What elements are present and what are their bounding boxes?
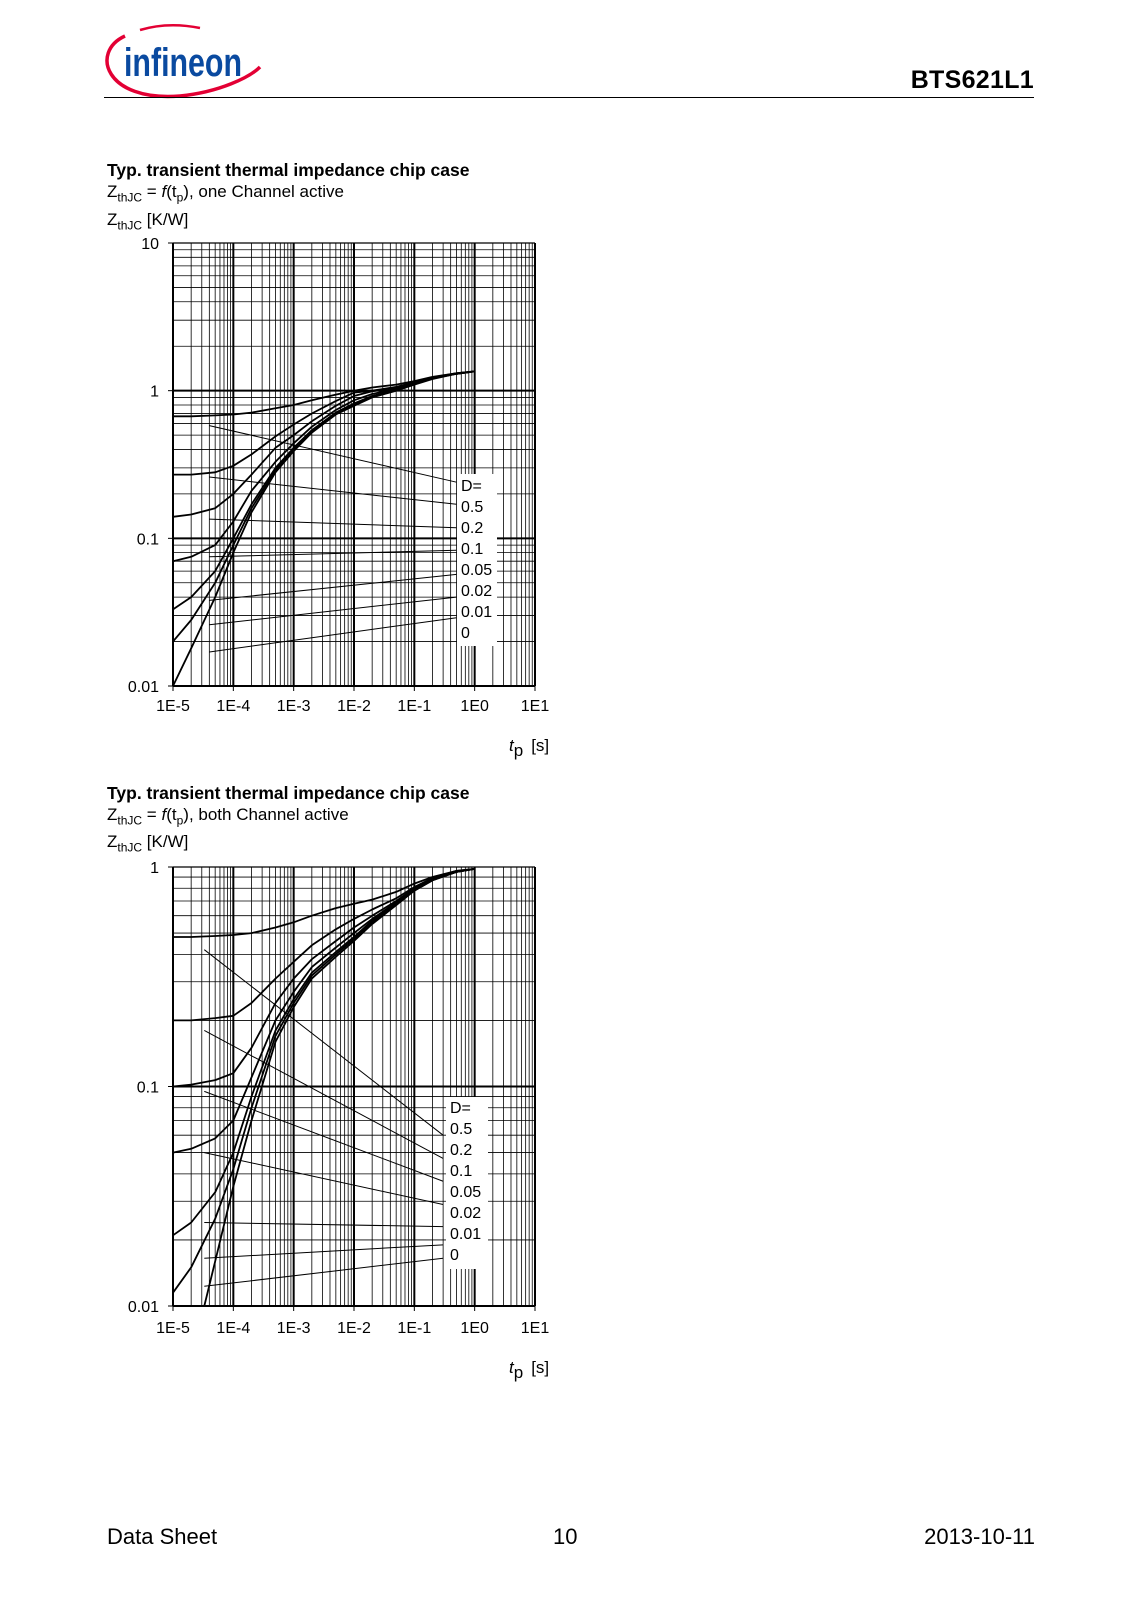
legend-label: 0.02 — [450, 1205, 482, 1222]
legend-label: 0 — [461, 625, 470, 642]
logo-text: infineon — [124, 41, 242, 85]
leader-line — [209, 574, 456, 600]
x-axis-label: tp [s] — [509, 736, 550, 760]
legend-label: 0.05 — [461, 562, 493, 579]
y-tick-label: 10 — [141, 236, 159, 253]
x-tick-label: 1E-2 — [337, 1320, 371, 1337]
x-tick-label: 1E-1 — [397, 698, 432, 715]
chart1-title: Typ. transient thermal impedance chip case — [107, 160, 470, 180]
leader-lines — [204, 950, 443, 1287]
header-divider — [104, 97, 1034, 98]
part-number: BTS621L1 — [910, 66, 1034, 94]
legend-title: D= — [461, 478, 482, 495]
chart1-plot — [100, 230, 580, 770]
leader-line — [209, 597, 456, 625]
series-line-D0.02 — [173, 869, 475, 1235]
infineon-logo — [100, 22, 265, 100]
legend-title: D= — [450, 1100, 471, 1117]
logo-swoosh-top — [140, 25, 200, 30]
leader-line — [209, 426, 456, 483]
x-tick-label: 1E-1 — [397, 1320, 432, 1337]
chart1-ylabel: $Z_{thJC}$ [K/W] — [107, 210, 189, 233]
leader-line — [204, 1258, 443, 1286]
x-tick-label: 1E-5 — [156, 698, 190, 715]
leader-line — [204, 950, 443, 1135]
chart2-plot — [100, 853, 580, 1393]
legend-label: 0.02 — [461, 583, 493, 600]
leader-line — [204, 1223, 443, 1227]
chart1-subtitle: $Z_{thJC} = f(t_p)$, one Channel active — [107, 182, 344, 205]
leader-line — [204, 1245, 443, 1258]
x-axis-label: tp [s] — [509, 1358, 550, 1382]
x-tick-label: 1E-3 — [276, 698, 311, 715]
y-tick-label: 0.01 — [127, 679, 159, 696]
y-tick-label: 1 — [150, 383, 159, 401]
chart2-subtitle: $Z_{thJC} = f(t_p)$, both Channel active — [107, 805, 349, 828]
x-tick-label: 1E-4 — [216, 698, 251, 715]
y-tick-label: 0.1 — [136, 531, 159, 549]
leader-line — [209, 618, 456, 652]
legend-label: 0.01 — [450, 1226, 482, 1243]
series-curves — [173, 371, 475, 686]
legend-label: 0 — [450, 1247, 459, 1264]
series-line-D0.01 — [173, 869, 475, 1293]
legend-label: 0.05 — [450, 1184, 482, 1201]
x-tick-label: 1E-4 — [216, 1320, 251, 1337]
series-line-D0.1 — [173, 371, 475, 516]
series-line-D0.05 — [173, 371, 475, 561]
x-tick-label: 1E0 — [460, 1320, 489, 1337]
legend-label: 0.5 — [450, 1121, 473, 1138]
series-line-D0.2 — [173, 869, 475, 1021]
y-tick-label: 0.01 — [127, 1299, 159, 1316]
x-tick-label: 1E0 — [460, 698, 489, 715]
y-tick-label: 0.1 — [136, 1079, 159, 1097]
legend-label: 0.01 — [461, 604, 493, 621]
x-tick-label: 1E-2 — [337, 698, 371, 715]
x-tick-label: 1E-3 — [276, 1320, 311, 1337]
legend-label: 0.1 — [450, 1163, 473, 1180]
chart2-title: Typ. transient thermal impedance chip case — [107, 783, 470, 803]
x-tick-label: 1E-5 — [156, 1320, 190, 1337]
footer-page-number: 10 — [553, 1524, 578, 1549]
legend-label: 0.2 — [450, 1142, 473, 1159]
legend-label: 0.1 — [461, 541, 484, 558]
leader-line — [204, 1030, 443, 1158]
x-tick-label: 1E1 — [520, 698, 550, 715]
legend-label: 0.2 — [461, 520, 484, 537]
x-tick-label: 1E1 — [520, 1320, 550, 1337]
footer-date: 2013-10-11 — [924, 1524, 1035, 1549]
legend-label: 0.5 — [461, 499, 484, 516]
footer-doc-type: Data Sheet — [107, 1524, 218, 1549]
y-tick-label: 1 — [150, 860, 159, 877]
series-line-D0.1 — [173, 869, 475, 1087]
leader-line — [209, 550, 456, 556]
chart2-ylabel: $Z_{thJC}$ [K/W] — [107, 832, 189, 855]
